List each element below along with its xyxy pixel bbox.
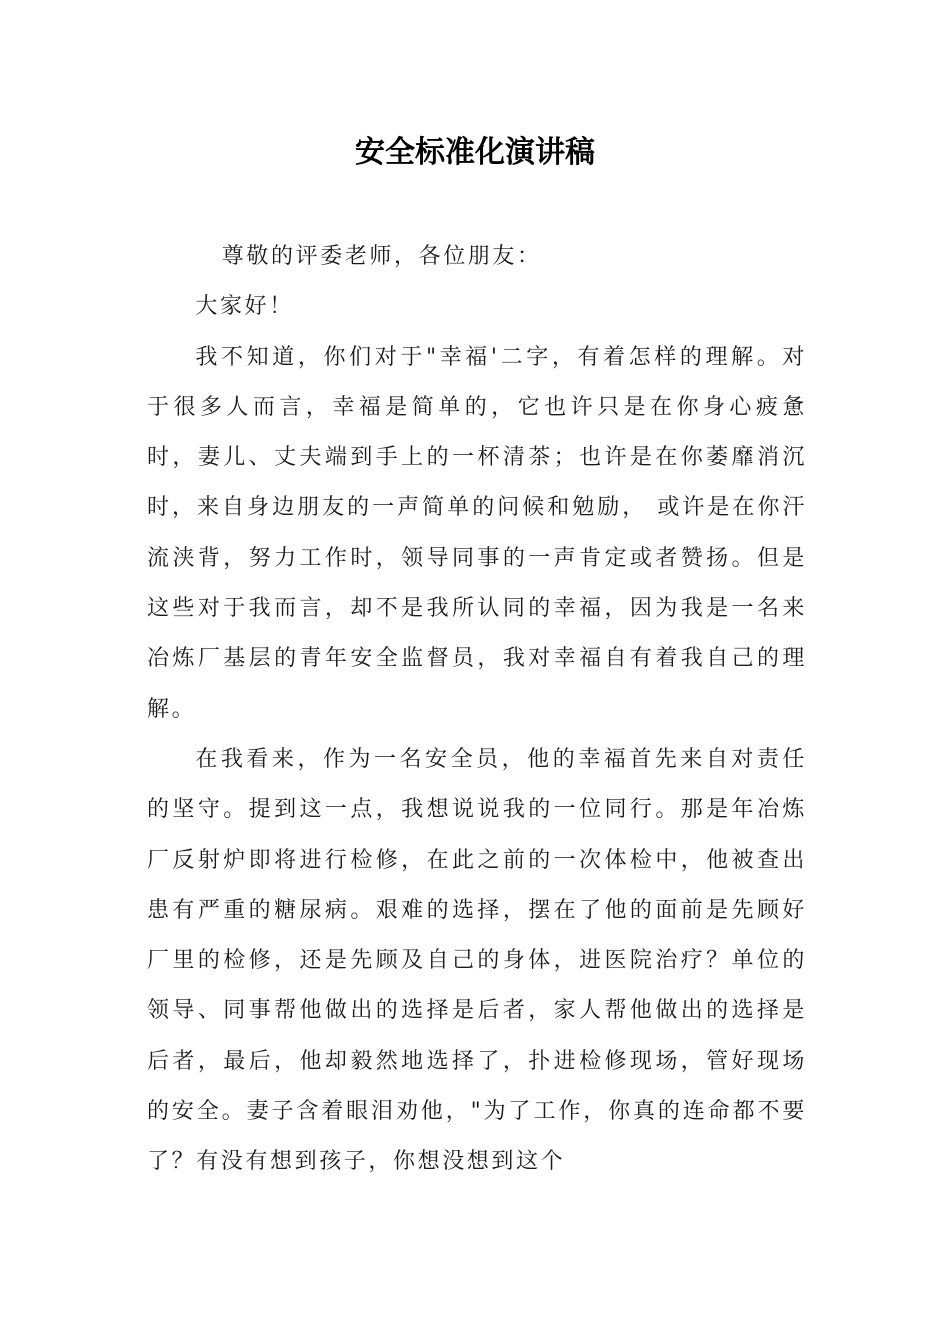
paragraph-1: 我不知道，你们对于"幸福'二字，有着怎样的理解。对于很多人而言，幸福是简单的，它也许只是在你身心疲惫时，妻儿、丈夫端到手上的一杯清茶；也许是在你萎靡消沉时，来自身边朋友的一声简单的问候和勉励， 或许是在你汗流浃背，努力工作时，领导同事的一声肯定或者赞扬。但是这些对于我而言，却不是我所认同的幸福，因为我是一名来冶炼厂基层的青年安全监督员，我对幸福自有着我自己的理解。 bbox=[147, 344, 807, 722]
salutation: 尊敬的评委老师，各位朋友： bbox=[221, 244, 542, 269]
document-title: 安全标准化演讲稿 bbox=[355, 135, 595, 170]
paragraph-2: 在我看来，作为一名安全员，他的幸福首先来自对责任的坚守。提到这一点，我想说说我的一位同行。那是年冶炼厂反射炉即将进行检修，在此之前的一次体检中，他被查出患有严重的糖尿病。艰难的选择，摆在了他的面前是先顾好厂里的检修，还是先顾及自己的身体，进医院治疗？单位的领导、同事帮他做出的选择是后者，家人帮他做出的选择是后者，最后，他却毅然地选择了，扑进检修现场，管好现场的安全。妻子含着眼泪劝他，"为了工作，你真的连命都不要了？有没有想到孩子，你想没想到这个 bbox=[147, 746, 807, 1175]
greeting-line: 大家好！ bbox=[195, 294, 294, 320]
document-body bbox=[147, 232, 807, 1188]
